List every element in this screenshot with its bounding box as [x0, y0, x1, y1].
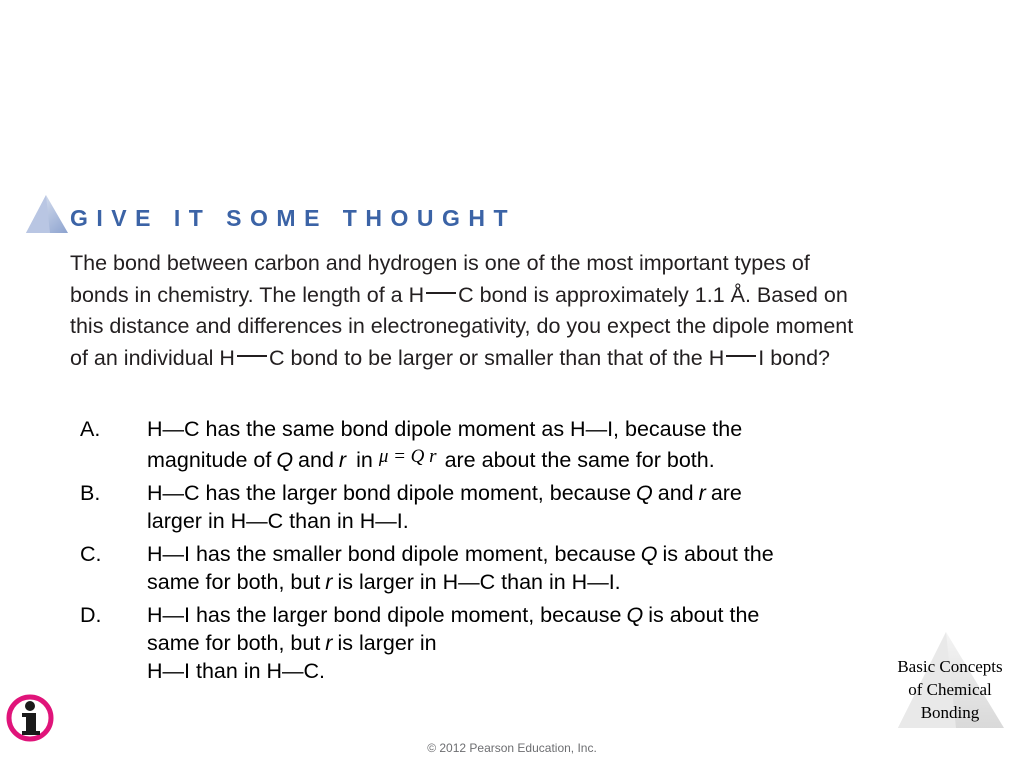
section-heading: GIVE IT SOME THOUGHT — [70, 205, 517, 231]
choice-line — [147, 629, 910, 657]
choice-text: same for both, but — [147, 630, 321, 655]
answer-choices — [80, 415, 910, 690]
choice-letter: B. — [80, 480, 101, 505]
choice-text: is about the — [662, 541, 774, 566]
choice-text: are — [710, 480, 742, 505]
variable-r: r — [325, 630, 333, 655]
choice-text: H—I than in H—C. — [147, 658, 326, 683]
choice-text: H—I has the smaller bond dipole moment, because — [147, 541, 636, 566]
variable-q: Q — [276, 447, 294, 472]
question-line-text: of an individual H — [70, 345, 235, 370]
variable-q: Q — [640, 541, 658, 566]
choice-letter: A. — [80, 417, 101, 441]
chapter-label — [880, 655, 1020, 724]
choice-line — [147, 601, 910, 629]
question-line-text: this distance and differences in electronegativity, do you expect the dipole moment — [70, 314, 854, 338]
variable-r: r — [325, 569, 333, 594]
question-line-text: bonds in chemistry. The length of a H — [70, 282, 425, 307]
choice-line — [147, 568, 910, 596]
choice-line — [147, 415, 910, 443]
choice-text: is about the — [648, 602, 760, 627]
choice-line — [147, 479, 910, 507]
chapter-label-line: Bonding — [920, 703, 980, 722]
choice-text: magnitude of — [147, 447, 272, 472]
question-line-text: C bond to be larger or smaller than that of the H — [268, 345, 725, 370]
question-line — [70, 280, 1000, 312]
question-line-text: C bond is approximately 1.1 Å. Based on — [458, 282, 848, 307]
chapter-label-line: Basic Concepts — [897, 657, 1003, 676]
choice-text: H—C has the larger bond dipole moment, because — [147, 480, 632, 505]
choice-line — [147, 443, 910, 474]
info-logo-icon[interactable] — [6, 694, 54, 742]
choice-line — [147, 540, 910, 568]
variable-q: Q — [636, 480, 653, 505]
question-line — [70, 343, 1000, 375]
variable-r: r — [698, 480, 706, 505]
choice-c[interactable] — [80, 540, 910, 596]
chapter-label-line: of Chemical — [908, 680, 992, 699]
choice-text: and — [298, 447, 334, 472]
choice-text: H—C has the same bond dipole moment as H—I, because the — [147, 417, 743, 441]
variable-r: r — [338, 447, 347, 472]
choice-letter: D. — [80, 602, 102, 627]
bond-dash — [726, 355, 756, 357]
choice-line — [147, 657, 910, 685]
choice-line — [147, 507, 910, 535]
choice-text: is larger in H—C than in H—I. — [337, 569, 621, 594]
choice-text: and — [657, 480, 694, 505]
variable-q: Q — [626, 602, 644, 627]
question-line — [70, 311, 1000, 343]
question-line — [70, 248, 1000, 280]
question-line-text: I bond? — [758, 345, 831, 370]
choice-text: in — [356, 447, 373, 472]
bond-dash — [237, 355, 267, 357]
triangle-icon — [24, 195, 68, 235]
choice-text: is larger in — [337, 630, 437, 655]
dipole-formula: μ = Q r — [378, 446, 437, 467]
choice-text: same for both, but — [147, 569, 321, 594]
choice-d[interactable] — [80, 601, 910, 685]
choice-text: are about the same for both. — [444, 447, 715, 472]
choice-b[interactable] — [80, 479, 910, 535]
bond-dash — [426, 292, 456, 294]
choice-letter: C. — [80, 541, 102, 566]
choice-a[interactable] — [80, 415, 910, 474]
choice-text: H—I has the larger bond dipole moment, because — [147, 602, 622, 627]
question-text — [70, 248, 1000, 374]
choice-text: larger in H—C than in H—I. — [147, 508, 409, 533]
question-line-text: The bond between carbon and hydrogen is one of the most important types of — [70, 251, 810, 275]
copyright-notice: © 2012 Pearson Education, Inc. — [427, 741, 597, 755]
